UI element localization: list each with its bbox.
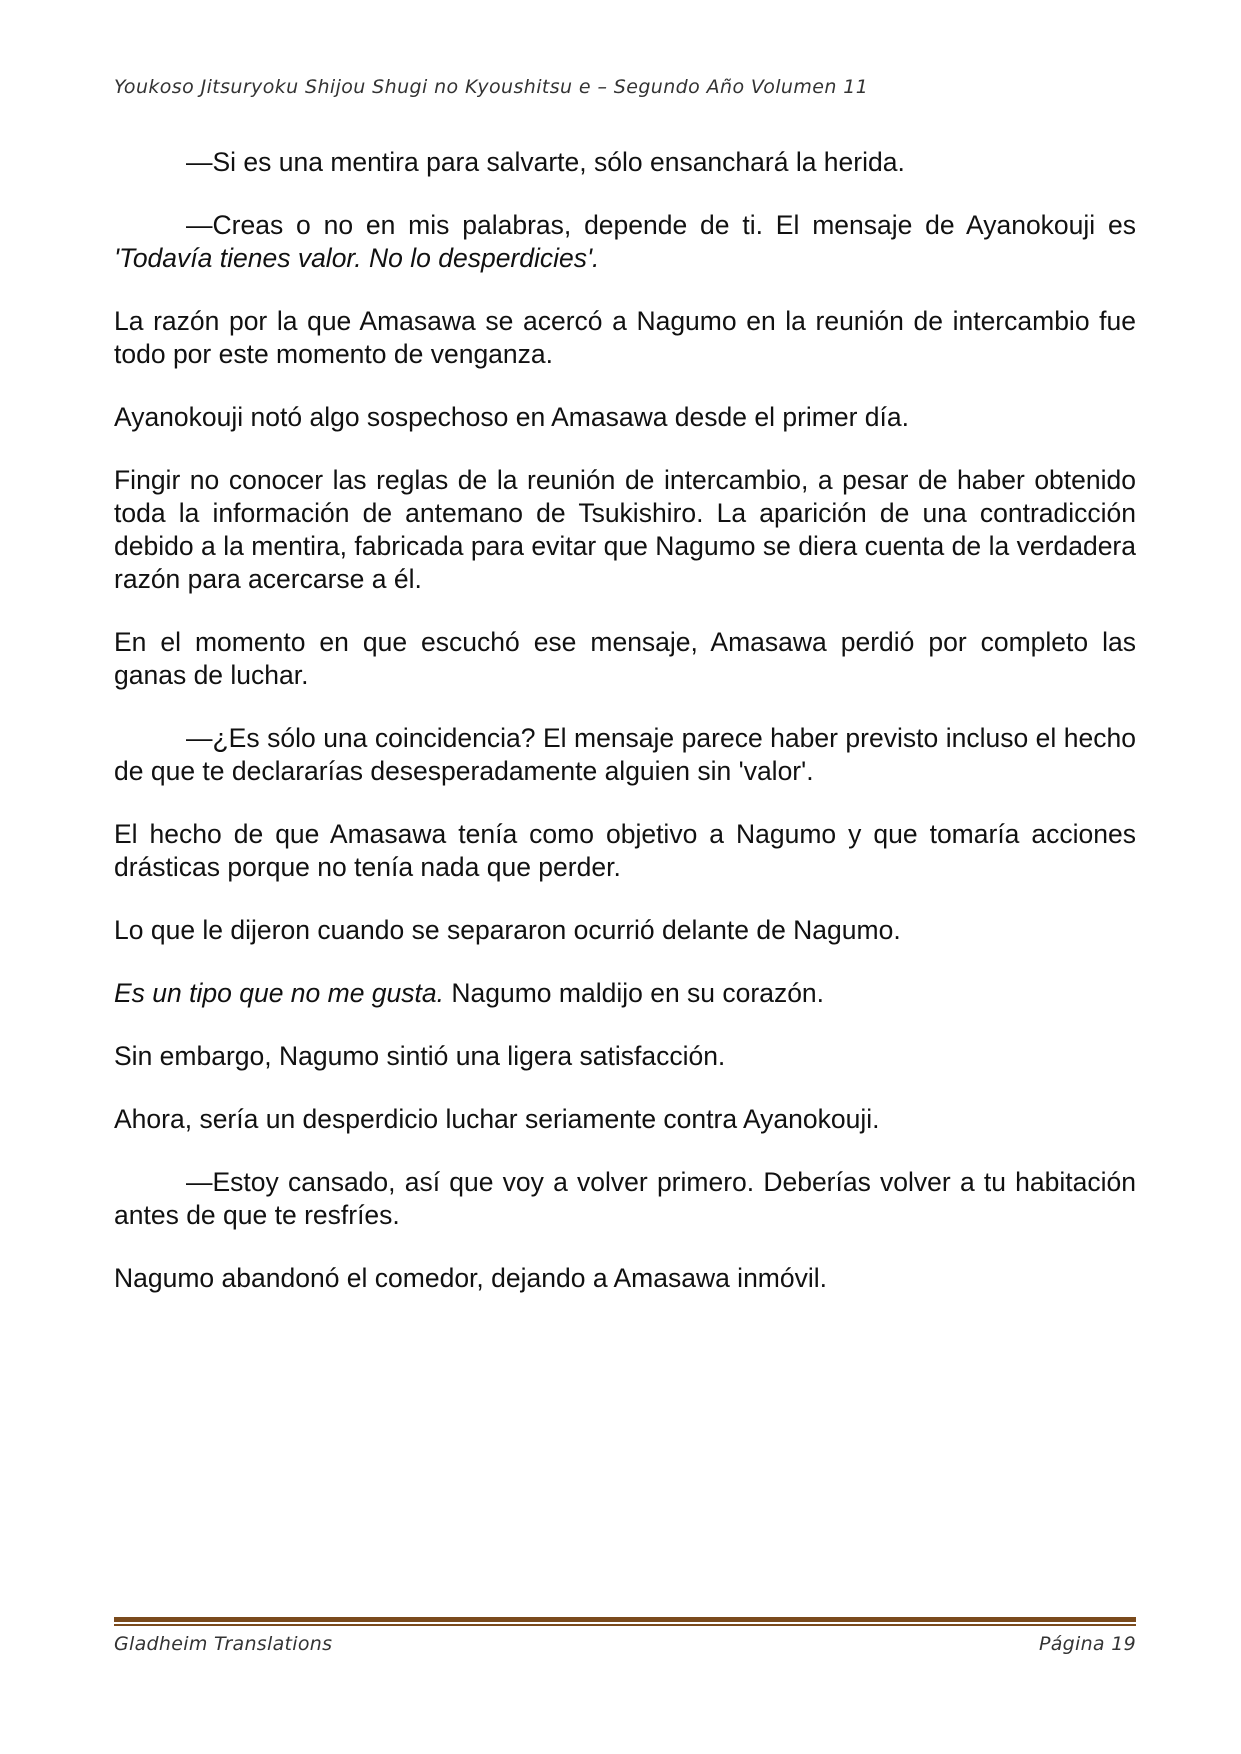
paragraph-text: Lo que le dijeron cuando se separaron ocurrió delante de Nagumo. xyxy=(114,915,901,945)
paragraph-5 xyxy=(114,464,1136,596)
paragraph-1 xyxy=(114,146,1136,179)
paragraph-text: El hecho de que Amasawa tenía como objetivo a Nagumo y que tomaría acciones drásticas porque no tenía nada que perder. xyxy=(114,819,1136,882)
paragraph-11 xyxy=(114,1040,1136,1073)
document-body xyxy=(114,146,1136,1325)
paragraph-text: Ayanokouji notó algo sospechoso en Amasawa desde el primer día. xyxy=(114,402,910,432)
paragraph-4 xyxy=(114,401,1136,434)
paragraph-12 xyxy=(114,1103,1136,1136)
footer-divider xyxy=(114,1617,1136,1626)
paragraph-6 xyxy=(114,626,1136,692)
paragraph-2 xyxy=(114,209,1136,275)
paragraph-13 xyxy=(114,1166,1136,1232)
paragraph-10 xyxy=(114,977,1136,1010)
paragraph-text: Fingir no conocer las reglas de la reunión de intercambio, a pesar de haber obtenido toda la información de antemano de Tsukishiro. La aparición de una contradicción debido a la mentira, fabricada para evitar que Nagumo se diera cuenta de la verdadera razón para acercarse a él. xyxy=(114,465,1136,594)
footer-divider-thin-line xyxy=(114,1624,1136,1626)
paragraph-text: —Creas o no en mis palabras, depende de ti. El mensaje de Ayanokouji es xyxy=(186,210,1136,240)
footer-divider-thick-line xyxy=(114,1617,1136,1622)
paragraph-text: En el momento en que escuchó ese mensaje, Amasawa perdió por completo las ganas de luchar. xyxy=(114,627,1136,690)
paragraph-italic-text: Es un tipo que no me gusta. xyxy=(114,978,444,1008)
paragraph-7 xyxy=(114,722,1136,788)
paragraph-3 xyxy=(114,305,1136,371)
paragraph-text: Nagumo maldijo en su corazón. xyxy=(444,978,825,1008)
paragraph-text: Nagumo abandonó el comedor, dejando a Amasawa inmóvil. xyxy=(114,1263,828,1293)
paragraph-14 xyxy=(114,1262,1136,1295)
page-number: Página 19 xyxy=(1038,1633,1136,1655)
page-header: Youkoso Jitsuryoku Shijou Shugi no Kyoushitsu e – Segundo Año Volumen 11 xyxy=(114,76,869,98)
paragraph-text: Ahora, sería un desperdicio luchar seriamente contra Ayanokouji. xyxy=(114,1104,880,1134)
paragraph-text: Sin embargo, Nagumo sintió una ligera satisfacción. xyxy=(114,1041,726,1071)
paragraph-text: —Si es una mentira para salvarte, sólo ensanchará la herida. xyxy=(186,147,905,177)
paragraph-8 xyxy=(114,818,1136,884)
paragraph-9 xyxy=(114,914,1136,947)
paragraph-text: La razón por la que Amasawa se acercó a Nagumo en la reunión de intercambio fue todo por este momento de venganza. xyxy=(114,306,1136,369)
paragraph-italic-text: 'Todavía tienes valor. No lo desperdicies'. xyxy=(114,243,600,273)
paragraph-text: —Estoy cansado, así que voy a volver primero. Deberías volver a tu habitación antes de que te resfríes. xyxy=(114,1167,1136,1230)
paragraph-text: —¿Es sólo una coincidencia? El mensaje parece haber previsto incluso el hecho de que te declararías desesperadamente alguien sin 'valor'. xyxy=(114,723,1136,786)
footer-credit: Gladheim Translations xyxy=(114,1633,333,1655)
